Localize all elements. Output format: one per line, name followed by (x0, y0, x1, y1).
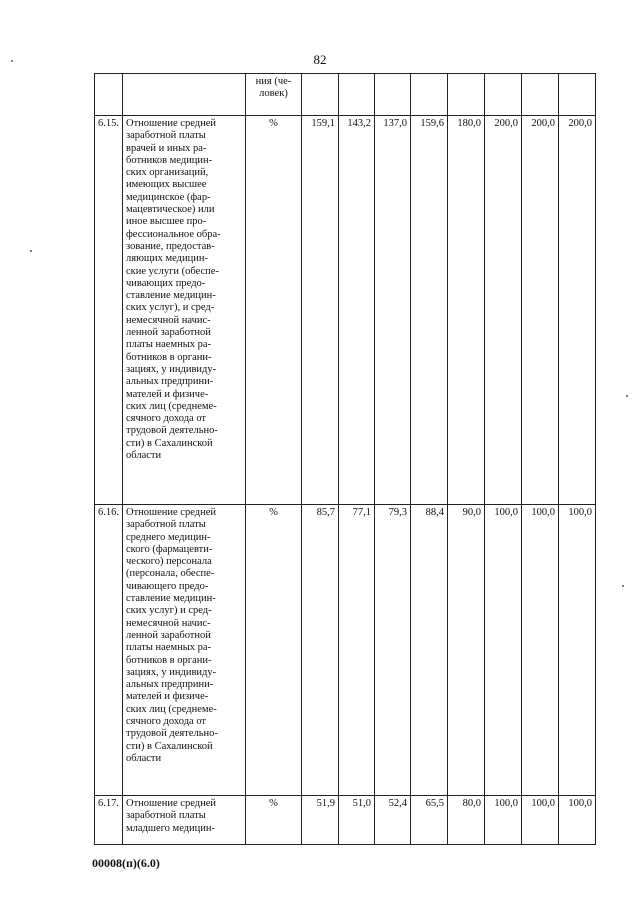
header-value-cell (559, 74, 596, 116)
value-cell: 52,4 (375, 796, 411, 845)
value-cell: 100,0 (522, 796, 559, 845)
header-num-cell (95, 74, 123, 116)
header-unit-cell (246, 74, 302, 116)
row-number: 6.15. (95, 116, 123, 505)
value-cell: 51,9 (302, 796, 339, 845)
unit-cell: % (246, 796, 302, 845)
value-cell: 65,5 (411, 796, 448, 845)
indicator-name-text: Отношение средней заработной платы врачей и иных ра- ботников медицин- ских организаций, имеющих высшее медицинское (фар- мацевтическое) или иное высшее про- фессиональное обра- зование, предостав- ляющих медицин- ские услуги (обеспе- чивающих предо- ставление медицин- ских услуг), и сред- немесячной начис- ленной заработной платы наемных ра- ботников в органи- зациях, у индивиду- альных предприни- мателей и физиче- ских лиц (среднеме- сячного дохода от трудовой деятельно- сти) в Сахалинской области (126, 118, 221, 462)
scan-speck (622, 585, 624, 587)
page-number: 82 (313, 52, 327, 67)
value-cell: 200,0 (522, 116, 559, 505)
row-number: 6.17. (95, 796, 123, 845)
document-code: 00008(п)(6.0) (92, 856, 160, 870)
header-value-cell (485, 74, 522, 116)
value-cell: 200,0 (559, 116, 596, 505)
table-row (95, 796, 596, 845)
value-cell: 137,0 (375, 116, 411, 505)
value-cell: 159,1 (302, 116, 339, 505)
indicator-name (123, 796, 246, 845)
value-cell: 180,0 (448, 116, 485, 505)
value-cell: 100,0 (559, 796, 596, 845)
value-cell: 90,0 (448, 505, 485, 796)
value-cell: 100,0 (485, 796, 522, 845)
row-number: 6.16. (95, 505, 123, 796)
value-cell: 100,0 (522, 505, 559, 796)
indicator-table (94, 73, 596, 845)
unit-cell: % (246, 116, 302, 505)
table-row (95, 116, 596, 505)
value-cell: 200,0 (485, 116, 522, 505)
value-cell: 77,1 (339, 505, 375, 796)
indicator-name-text: Отношение средней заработной платы младшего медицин- (126, 798, 216, 834)
value-cell: 51,0 (339, 796, 375, 845)
value-cell: 159,6 (411, 116, 448, 505)
indicator-name-text: Отношение средней заработной платы среднего медицин- ского (фармацевти- ческого) персонала (персонала, обеспе- чивающего предо- ставление медицин- ских услуг) и сред- немесячной начис- ленной заработной платы наемных ра- ботников в органи- зациях, у индивиду- альных предприни- мателей и физиче- ских лиц (среднеме- сячного дохода от трудовой деятельно- сти) в Сахалинской области (126, 507, 218, 764)
value-cell: 143,2 (339, 116, 375, 505)
value-cell: 100,0 (559, 505, 596, 796)
indicator-name (123, 116, 246, 505)
value-cell: 79,3 (375, 505, 411, 796)
value-cell: 85,7 (302, 505, 339, 796)
scan-speck (626, 395, 628, 397)
header-value-cell (411, 74, 448, 116)
header-unit-text: ния (че- ловек) (255, 76, 292, 100)
unit-cell: % (246, 505, 302, 796)
scan-speck (11, 60, 13, 62)
value-cell: 88,4 (411, 505, 448, 796)
value-cell: 80,0 (448, 796, 485, 845)
header-value-cell (522, 74, 559, 116)
header-value-cell (375, 74, 411, 116)
header-value-cell (339, 74, 375, 116)
header-value-cell (448, 74, 485, 116)
value-cell: 100,0 (485, 505, 522, 796)
scan-speck (30, 250, 32, 252)
header-value-cell (302, 74, 339, 116)
header-name-cell (123, 74, 246, 116)
table-header-continuation-row (95, 74, 596, 116)
indicator-name (123, 505, 246, 796)
table-row (95, 505, 596, 796)
